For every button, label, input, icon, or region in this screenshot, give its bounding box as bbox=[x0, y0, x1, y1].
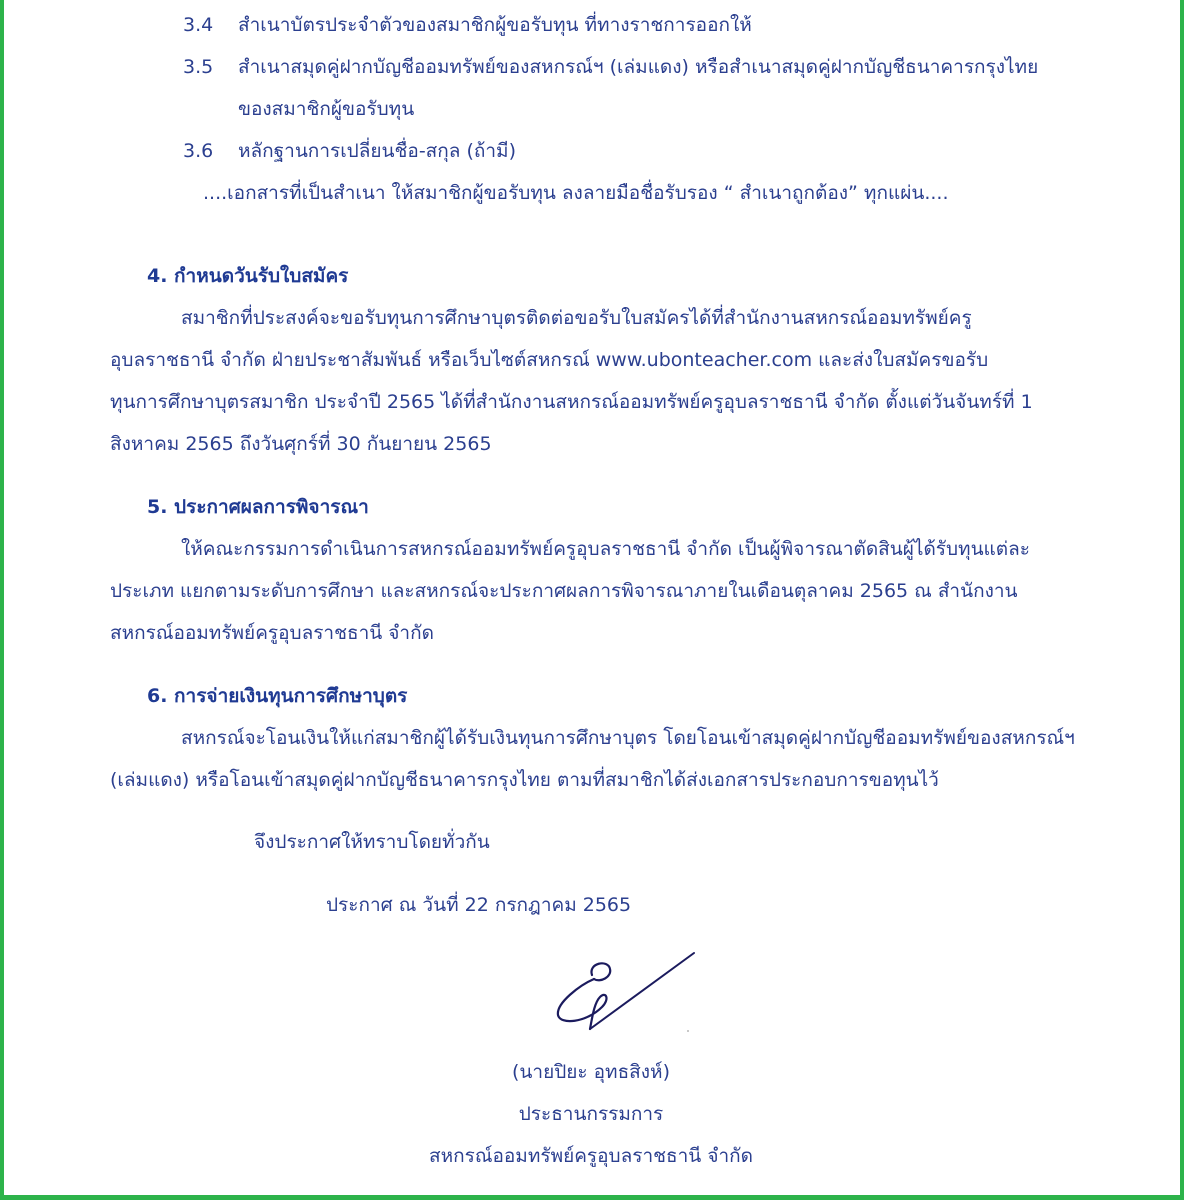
paragraph-line: อุบลราชธานี จำกัด ฝ่ายประชาสัมพันธ์ หรือเว็บไซต์สหกรณ์ www.ubonteacher.com และส่งใบสมัครขอรับ bbox=[110, 349, 989, 371]
paragraph-line: (เล่มแดง) หรือโอนเข้าสมุดคู่ฝากบัญชีธนาคารกรุงไทย ตามที่สมาชิกได้ส่งเอกสารประกอบการขอทุนไว้ bbox=[110, 769, 939, 791]
copy-certification-note: ....เอกสารที่เป็นสำเนา ให้สมาชิกผู้ขอรับทุน ลงลายมือชื่อรับรอง “ สำเนาถูกต้อง” ทุกแผ่น.... bbox=[203, 182, 949, 204]
paragraph-line: สหกรณ์ออมทรัพย์ครูอุบลราชธานี จำกัด bbox=[110, 622, 434, 644]
item-text-continued: ของสมาชิกผู้ขอรับทุน bbox=[238, 98, 415, 120]
signer-name: (นายปิยะ อุทธสิงห์) bbox=[512, 1061, 670, 1083]
paragraph-line: สิงหาคม 2565 ถึงวันศุกร์ที่ 30 กันยายน 2565 bbox=[110, 433, 492, 455]
paragraph-line: ทุนการศึกษาบุตรสมาชิก ประจำปี 2565 ได้ที่สำนักงานสหกรณ์ออมทรัพย์ครูอุบลราชธานี จำกัด ตั้งแต่วันจันทร์ที่ 1 bbox=[110, 391, 1033, 413]
item-text: สำเนาสมุดคู่ฝากบัญชีออมทรัพย์ของสหกรณ์ฯ (เล่มแดง) หรือสำเนาสมุดคู่ฝากบัญชีธนาคารกรุงไทย bbox=[238, 56, 1039, 78]
paragraph-line: ให้คณะกรรมการดำเนินการสหกรณ์ออมทรัพย์ครูอุบลราชธานี จำกัด เป็นผู้พิจารณาตัดสินผู้ได้รับทุนแต่ละ bbox=[181, 538, 1030, 560]
item-text: สำเนาบัตรประจำตัวของสมาชิกผู้ขอรับทุน ที่ทางราชการออกให้ bbox=[238, 14, 752, 36]
paragraph-line: สมาชิกที่ประสงค์จะขอรับทุนการศึกษาบุตรติดต่อขอรับใบสมัครได้ที่สำนักงานสหกรณ์ออมทรัพย์ครู bbox=[181, 307, 972, 329]
item-number: 3.5 bbox=[183, 56, 214, 78]
signer-title: ประธานกรรมการ bbox=[518, 1103, 664, 1125]
section-heading-payment: 6. การจ่ายเงินทุนการศึกษาบุตร bbox=[147, 685, 408, 707]
section-heading-application-period: 4. กำหนดวันรับใบสมัคร bbox=[147, 265, 349, 287]
item-number: 3.4 bbox=[183, 14, 214, 36]
signature-icon bbox=[550, 945, 700, 1035]
closing-statement: จึงประกาศให้ทราบโดยทั่วกัน bbox=[254, 831, 490, 853]
section-heading-results: 5. ประกาศผลการพิจารณา bbox=[147, 496, 369, 518]
item-text: หลักฐานการเปลี่ยนชื่อ-สกุล (ถ้ามี) bbox=[238, 140, 516, 162]
scan-speck bbox=[687, 1030, 689, 1032]
item-number: 3.6 bbox=[183, 140, 214, 162]
signer-organization: สหกรณ์ออมทรัพย์ครูอุบลราชธานี จำกัด bbox=[429, 1145, 753, 1167]
announcement-date: ประกาศ ณ วันที่ 22 กรกฎาคม 2565 bbox=[326, 894, 632, 916]
paragraph-line: สหกรณ์จะโอนเงินให้แก่สมาชิกผู้ได้รับเงินทุนการศึกษาบุตร โดยโอนเข้าสมุดคู่ฝากบัญชีออมทรัพย์ของสหกรณ์ฯ bbox=[181, 727, 1075, 749]
paragraph-line: ประเภท แยกตามระดับการศึกษา และสหกรณ์จะประกาศผลการพิจารณาภายในเดือนตุลาคม 2565 ณ สำนักงาน bbox=[110, 580, 1018, 602]
